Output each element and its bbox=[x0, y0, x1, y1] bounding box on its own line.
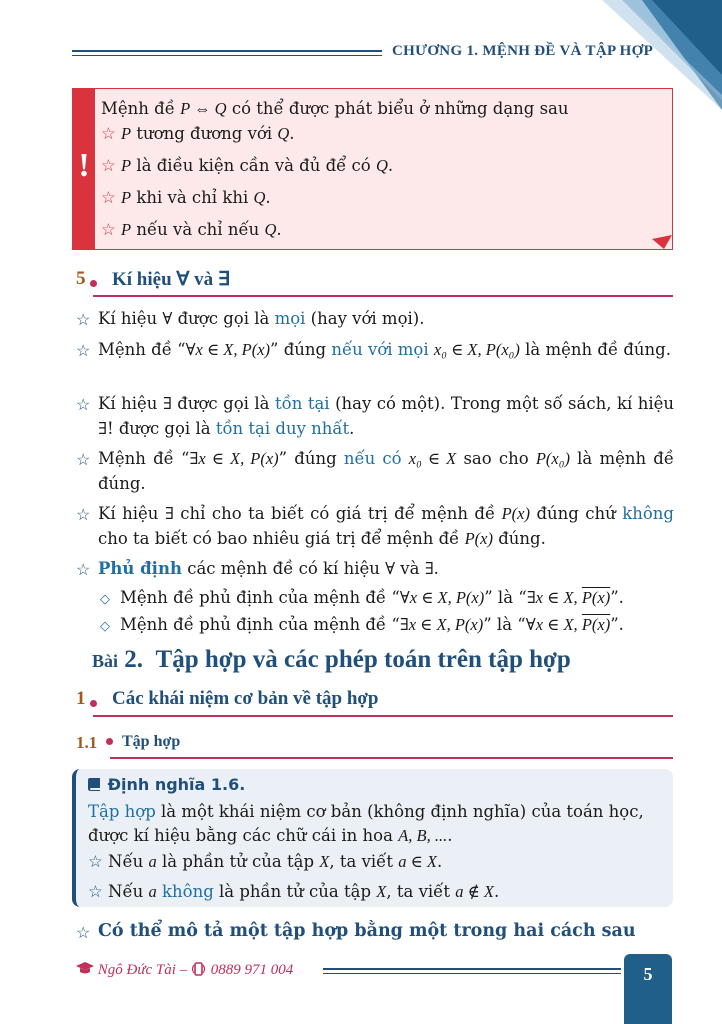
star-icon: ☆ bbox=[76, 341, 91, 360]
footer-author: Ngô Đức Tài – 0889 971 004 bbox=[76, 962, 293, 979]
diamond-icon: ◇ bbox=[100, 592, 110, 607]
page-fold-icon bbox=[652, 235, 672, 249]
section-dot bbox=[106, 738, 113, 745]
book-icon bbox=[88, 777, 102, 791]
definition-text: Tập hợp là một khái niệm cơ bản (không định nghĩa) của toán học, được kí hiệu bằng các chữ cái in hoa A, B, .... bbox=[88, 802, 644, 845]
note-box bbox=[72, 88, 673, 250]
bullet-exists: Kí hiệu ∃ được gọi là tồn tại (hay có một). Trong một số sách, kí hiệu ∃! được gọi là tồn tại duy nhất. bbox=[98, 394, 674, 438]
star-icon: ☆ bbox=[76, 505, 91, 524]
page-number: 5 bbox=[643, 964, 653, 984]
star-icon: ☆ bbox=[88, 852, 103, 871]
star-icon: ☆ bbox=[101, 124, 116, 143]
section-heading-1-1 bbox=[76, 733, 674, 763]
note-item: ☆ P là điều kiện cần và đủ để có Q. bbox=[101, 156, 394, 175]
exclamation-icon: ! bbox=[78, 147, 90, 184]
phone-icon bbox=[191, 962, 207, 976]
section-dot bbox=[90, 700, 97, 707]
star-icon: ☆ bbox=[76, 310, 91, 329]
negation-forall: Mệnh đề phủ định của mệnh đề “∀x ∈ X, P(x)” là “∃x ∈ X, P(x)”. bbox=[120, 588, 624, 607]
bullet-negation: Phủ định các mệnh đề có kí hiệu ∀ và ∃. bbox=[98, 559, 439, 578]
section-heading-1 bbox=[76, 688, 674, 718]
star-icon: ☆ bbox=[76, 395, 91, 414]
bullet-forall: Kí hiệu ∀ được gọi là mọi (hay với mọi). bbox=[98, 309, 425, 328]
diamond-icon: ◇ bbox=[100, 619, 110, 634]
star-icon: ☆ bbox=[88, 882, 103, 901]
section-number: 1 bbox=[76, 688, 86, 709]
header-rule bbox=[72, 50, 382, 56]
section-dot bbox=[90, 280, 97, 287]
note-item: ☆ P nếu và chỉ nếu Q. bbox=[101, 220, 282, 239]
definition-box bbox=[72, 769, 673, 907]
section-rule bbox=[110, 757, 673, 759]
negation-exists: Mệnh đề phủ định của mệnh đề “∃x ∈ X, P(x)” là “∀x ∈ X, P(x)”. bbox=[120, 615, 624, 634]
note-item: ☆ P khi và chỉ khi Q. bbox=[101, 188, 271, 207]
section-title: Tập hợp bbox=[122, 733, 181, 750]
chapter-title: CHƯƠNG 1. MỆNH ĐỀ VÀ TẬP HỢP bbox=[392, 43, 654, 59]
footer-rule bbox=[323, 968, 621, 974]
bullet-exists-note: Kí hiệu ∃ chỉ cho ta biết có giá trị để mệnh đề P(x) đúng chứ không cho ta biết có bao nhiêu giá trị để mệnh đề P(x) đúng. bbox=[98, 504, 674, 548]
section-rule bbox=[93, 715, 673, 717]
star-icon: ☆ bbox=[76, 923, 91, 942]
star-icon: ☆ bbox=[76, 450, 91, 469]
definition-item: ☆ Nếu a là phần tử của tập X, ta viết a ∈ X. bbox=[88, 852, 443, 871]
section-title: Các khái niệm cơ bản về tập hợp bbox=[112, 688, 379, 709]
note-intro: Mệnh đề P ⇔ Q có thể được phát biểu ở những dạng sau bbox=[101, 99, 569, 118]
graduation-cap-icon bbox=[76, 962, 94, 976]
star-icon: ☆ bbox=[101, 156, 116, 175]
section-heading-5 bbox=[76, 268, 674, 298]
section-title: Kí hiệu ∀ và ∃ bbox=[112, 269, 230, 290]
star-icon: ☆ bbox=[101, 220, 116, 239]
definition-item: ☆ Nếu a không là phần tử của tập X, ta viết a ∉ X. bbox=[88, 882, 500, 901]
section-number: 1.1 bbox=[76, 733, 98, 752]
section-number: 5 bbox=[76, 268, 86, 289]
definition-heading: Định nghĩa 1.6. bbox=[88, 775, 245, 794]
page-number-tab bbox=[624, 954, 672, 1024]
bullet-exists-statement: Mệnh đề “∃x ∈ X, P(x)” đúng nếu có x₀ ∈ X sao cho P(x₀) là mệnh đề đúng. bbox=[98, 449, 675, 493]
lesson-title: Bài 2. Tập hợp và các phép toán trên tập hợp bbox=[92, 646, 571, 673]
star-icon: ☆ bbox=[101, 188, 116, 207]
section-rule bbox=[93, 295, 673, 297]
bullet-forall-statement: Mệnh đề “∀x ∈ X, P(x)” đúng nếu với mọi x₀ ∈ X, P(x₀) là mệnh đề đúng. bbox=[98, 340, 671, 359]
bullet-describe-set: Có thể mô tả một tập hợp bằng một trong hai cách sau bbox=[98, 921, 636, 941]
star-icon: ☆ bbox=[76, 560, 91, 579]
note-item: ☆ P tương đương với Q. bbox=[101, 124, 295, 143]
